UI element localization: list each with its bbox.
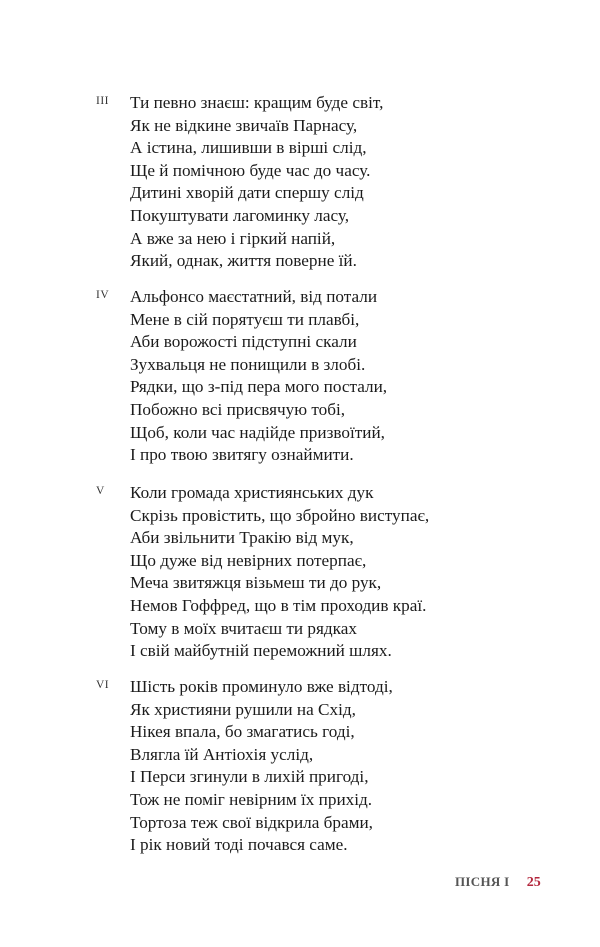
verse-line: Покуштувати лагоминку ласу, [130,205,350,225]
verse-line: Коли громада християнських дук [130,483,374,502]
verse-line: І рік новий тоді почався саме. [130,835,348,855]
verse-line: Що дуже від невірних потерпає, [130,550,367,570]
stanza-lines [130,286,387,467]
verse-line: Меча звитяжця візьмеш ти до рук, [130,573,382,593]
stanza-lines [130,676,393,857]
verse-line: Аби ворожості підступні скали [130,332,357,352]
stanza-numeral: III [96,95,109,107]
verse-line: Аби звільнити Тракію від мук, [130,528,354,548]
verse-line: Альфонсо маєстатний, від потали [130,287,378,306]
verse-line: Нікея впала, бо змагатись годі, [130,722,355,742]
page-number: 25 [526,875,541,890]
running-title: ПІСНЯ I [455,874,510,889]
verse-line: І Перси згинули в лихій пригоді, [130,767,369,787]
verse-line: А істина, лишивши в вірші слід, [130,138,367,158]
verse-line: А вже за нею і гіркий напій, [130,228,336,248]
verse-line: Скрізь провістить, що збройно виступає, [130,505,430,525]
verse-line: Побожно всі присвячую тобі, [130,399,346,419]
page-footer [455,874,541,891]
verse-line: Як християни рушили на Схід, [130,699,356,719]
stanza-numeral: IV [96,289,110,301]
verse-line: Як не відкине звичаїв Парнасу, [130,115,358,135]
verse-line: Тому в моїх вчитаєш ти рядках [130,618,357,638]
verse-line: Мене в сій порятуєш ти плавбі, [130,309,360,329]
verse-line: Шість років проминуло вже відтоді, [130,677,393,696]
verse-line: Дитині хворій дати спершу слід [130,183,364,203]
verse-line: І про твою звитягу ознаймити. [130,445,354,465]
verse-line: І свій майбутній переможний шлях. [130,641,392,661]
verse-line: Тортоза теж свої відкрила брами, [130,812,373,832]
stanza-lines [130,482,429,663]
verse-line: Зухвальця не понищили в злобі. [130,354,366,374]
stanza-numeral: V [96,485,105,497]
stanza-lines [130,92,383,273]
verse-line: Влягла їй Антіохія услід, [130,744,314,764]
verse-line: Ще й помічною буде час до часу. [130,160,371,180]
verse-line: Рядки, що з-під пера мого постали, [130,377,388,397]
verse-line: Немов Гоффред, що в тім проходив краї. [130,595,427,615]
verse-line: Щоб, коли час надійде призвоїтий, [130,422,385,442]
stanza-numeral: VI [96,679,110,691]
verse-line: Який, однак, життя поверне їй. [130,251,357,271]
verse-line: Тож не поміг невірним їх прихід. [130,789,373,809]
verse-line: Ти певно знаєш: кращим буде світ, [130,93,384,112]
